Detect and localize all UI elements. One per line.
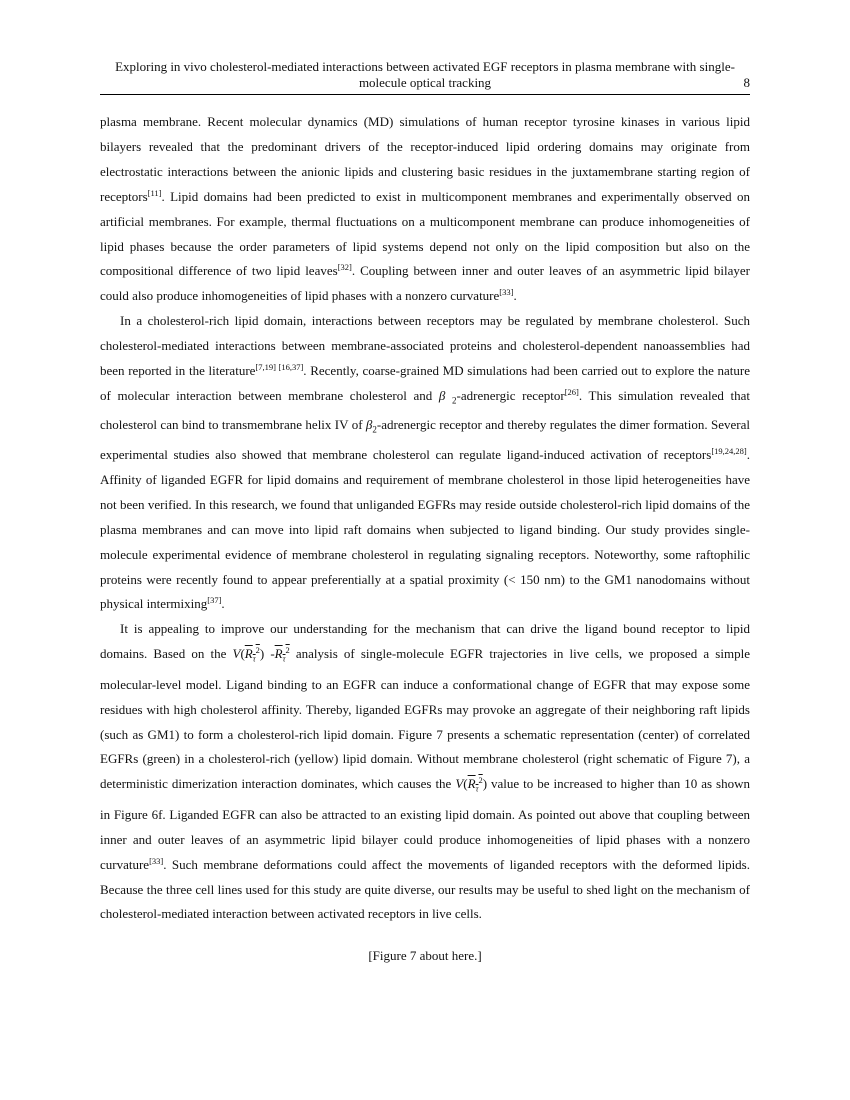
- text-run: It is appealing to improve our understanding for the mechanism that can drive the ligand bound receptor to lipid domains. Based on the: [100, 621, 750, 662]
- paragraph-1: [100, 110, 750, 309]
- beta-symbol: β: [438, 387, 446, 403]
- text-run: -adrenergic receptor and thereby regulates the dimer formation. Several experimental studies also showed that membrane cholesterol can regulate ligand-induced activation of receptors: [100, 417, 750, 462]
- header-rule: [100, 94, 750, 95]
- paragraph-2: [100, 309, 750, 617]
- paragraph-3: [100, 617, 750, 927]
- beta-symbol: β: [365, 417, 373, 433]
- text-run: In a cholesterol-rich lipid domain, interactions between receptors may be regulated by membrane cholesterol. Such cholesterol-mediated interactions between membrane-associated proteins and cholesterol-dependent nanoassemblies had been reported in the literature: [100, 313, 750, 379]
- body-text: [100, 110, 750, 927]
- citation: [37]: [207, 595, 222, 606]
- citation: [32]: [337, 262, 352, 273]
- subscript: 2: [452, 395, 457, 406]
- text-run: . Recently, coarse-grained MD simulations had been carried out to explore the nature of molecular interaction between membrane cholesterol and: [100, 363, 750, 403]
- text-run: value to be increased to higher than 10 as shown in Figure 6f. Liganded EGFR can also be attracted to an existing lipid domain. As pointed out above that coupling between inner and outer leaves of an asymmetric lipid bilayer could produce inhomogeneities of lipid phases with a nonzero curvature: [100, 776, 750, 872]
- text-run: -adrenergic receptor: [456, 387, 565, 403]
- text-run: . Such membrane deformations could affect the movements of liganded receptors with the deformed lipids. Because the three cell lines used for this study are quite diverse, our results may be useful to shed light on the mechanism of cholesterol-mediated interaction between activated receptors in live cells.: [100, 856, 750, 922]
- text-run: plasma membrane. Recent molecular dynamics (MD) simulations of human receptor tyrosine kinases in various lipid bilayers revealed that the predominant drivers of the receptor-induced lipid ordering domains may originate from electrostatic interactions between the anionic lipids and clustering basic residues in the juxtamembrane starting region of receptors: [100, 114, 750, 204]
- text-run: .: [221, 596, 225, 612]
- math-expression: $V(R_\tau^2)$: [455, 775, 488, 794]
- citation: [7,19] [16,37]: [255, 362, 304, 373]
- citation: [11]: [147, 187, 162, 198]
- running-header: [100, 59, 750, 91]
- citation: [26]: [564, 386, 579, 397]
- subscript: 2: [372, 425, 377, 436]
- text-run: . Affinity of liganded EGFR for lipid domains and requirement of membrane cholesterol in those lipid heterogeneities have not been verified. In this research, we found that unliganded EGFRs may reside outside cholesterol-rich lipid domains of the plasma membranes and can move into lipid raft domains when subjected to ligand binding. Our study provides single-molecule experimental evidence of membrane cholesterol in regulating signaling receptors. Noteworthy, some raftophilic proteins were recently found to appear preferentially at a spatial proximity (< 150 nm) to the GM1 nanodomains without physical intermixing: [100, 446, 750, 612]
- citation: [19,24,28]: [711, 445, 747, 456]
- running-title: Exploring in vivo cholesterol-mediated interactions between activated EGF receptors in plasma membrane with single-molecule optical tracking: [115, 59, 735, 90]
- text-run: . This simulation revealed that cholesterol can bind to transmembrane helix IV of: [100, 387, 751, 433]
- figure-placeholder: [Figure 7 about here.]: [368, 948, 482, 963]
- text-run: . Coupling between inner and outer leaves of an asymmetric lipid bilayer could also produce inhomogeneities of lipid phases with a nonzero curvature: [100, 263, 750, 304]
- text-run: .: [513, 288, 517, 304]
- math-expression: $V(R_\tau^2)$ $-R_\tau^2$: [232, 645, 290, 664]
- citation: [33]: [499, 287, 514, 298]
- text-run: . Lipid domains had been predicted to exist in multicomponent membranes and experimentally observed on artificial membranes. For example, thermal fluctuations on a multicomponent membrane can produce inhomogeneities of lipid phases because the order parameters of lipid systems depend not only on the lipid composition but also on the compositional difference of two lipid leaves: [100, 188, 750, 279]
- citation: [33]: [149, 855, 164, 866]
- page-number: 8: [743, 75, 750, 90]
- text-run: analysis of single-molecule EGFR trajectories in live cells, we proposed a simple molecular-level model. Ligand binding to an EGFR can induce a conformational change of EGFR that may expose some residues with high cholesterol affinity. Thereby, liganded EGFRs may provoke an aggregate of their neighboring raft lipids (such as GM1) to form a cholesterol-rich lipid domain. Figure 7 presents a schematic representation (center) of correlated EGFRs (green) in a cholesterol-rich (yellow) lipid domain. Without membrane cholesterol (right schematic of Figure 7), a deterministic dimerization interaction dominates, which causes the: [100, 646, 750, 792]
